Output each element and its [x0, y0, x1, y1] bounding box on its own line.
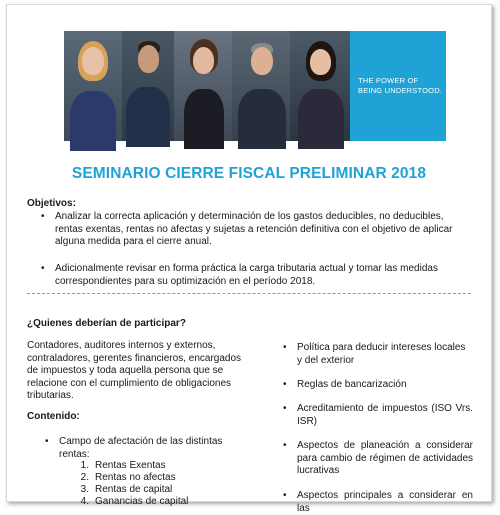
- participants-text: Contadores, auditores internos y externos, contraladores, gerentes financieros, encargados de impuestos y toda aquella persona que se relacione con el cumplimiento de obligaciones tributarias.: [27, 340, 242, 401]
- person-photo-3: [174, 31, 232, 141]
- right-item-5-text: Aspectos principales a considerar en las: [297, 490, 473, 514]
- bullet-icon: •: [283, 342, 287, 353]
- right-item-4: [283, 440, 473, 478]
- tagline-box: [350, 31, 446, 141]
- right-item-3-text: Acreditamiento de impuestos (ISO Vrs. ISR): [297, 403, 473, 427]
- bullet-icon: •: [41, 263, 45, 274]
- participants-heading: ¿Quienes deberían de participar?: [27, 318, 186, 329]
- bullet-icon: •: [283, 440, 287, 451]
- bullet-icon: •: [45, 436, 49, 447]
- objective-item-2: [41, 263, 461, 288]
- document-page: [6, 4, 492, 514]
- content-item-1: [45, 436, 245, 461]
- bullet-icon: •: [283, 490, 287, 501]
- bullet-icon: •: [283, 403, 287, 414]
- list-item: 2. Rentas no afectas: [80, 472, 176, 483]
- section-divider: [27, 293, 471, 294]
- content-item-1-text: Campo de afectación de las distintas rentas:: [59, 436, 223, 460]
- right-item-3: [283, 403, 473, 428]
- bullet-icon: •: [41, 211, 45, 222]
- person-photo-2: [122, 31, 174, 141]
- header-banner: [64, 31, 446, 141]
- list-item: 3. Rentas de capital: [80, 484, 173, 495]
- person-photo-1: [64, 31, 122, 141]
- list-item: 1. Rentas Exentas: [80, 460, 166, 471]
- rentas-list: [75, 460, 188, 508]
- bullet-icon: •: [283, 379, 287, 390]
- right-item-1: [283, 342, 473, 367]
- objective-text-2: Adicionalmente revisar en forma práctica la carga tributaria actual y tomar las medidas correspondientes para su optimización en el período 2018.: [55, 263, 438, 287]
- list-item: 4. Ganancias de capital: [80, 496, 189, 507]
- person-photo-5: [290, 31, 350, 141]
- page-title: SEMINARIO CIERRE FISCAL PRELIMINAR 2018: [71, 165, 427, 182]
- right-item-2-text: Reglas de bancarización: [297, 379, 407, 390]
- right-item-1-text: Política para deducir intereses locales y del exterior: [297, 342, 466, 366]
- tagline-line-2: BEING UNDERSTOOD.: [358, 86, 443, 95]
- tagline-line-1: THE POWER OF: [358, 76, 419, 85]
- objective-item-1: [41, 211, 461, 249]
- right-item-4-text: Aspectos de planeación a considerar para cambio de régimen de actividades lucrativas: [297, 440, 473, 476]
- objectives-heading: Objetivos:: [27, 198, 76, 209]
- objective-text-1: Analizar la correcta aplicación y determinación de los gastos deducibles, no deducibles, rentas exentas, rentas no afectas y sujetas a retención definitiva con el objetivo de aplicar alguna medida para el cierre anual.: [55, 211, 453, 247]
- person-photo-4: [232, 31, 290, 141]
- right-item-2: [283, 379, 473, 392]
- content-heading: Contenido:: [27, 411, 80, 422]
- right-item-5: [283, 490, 473, 515]
